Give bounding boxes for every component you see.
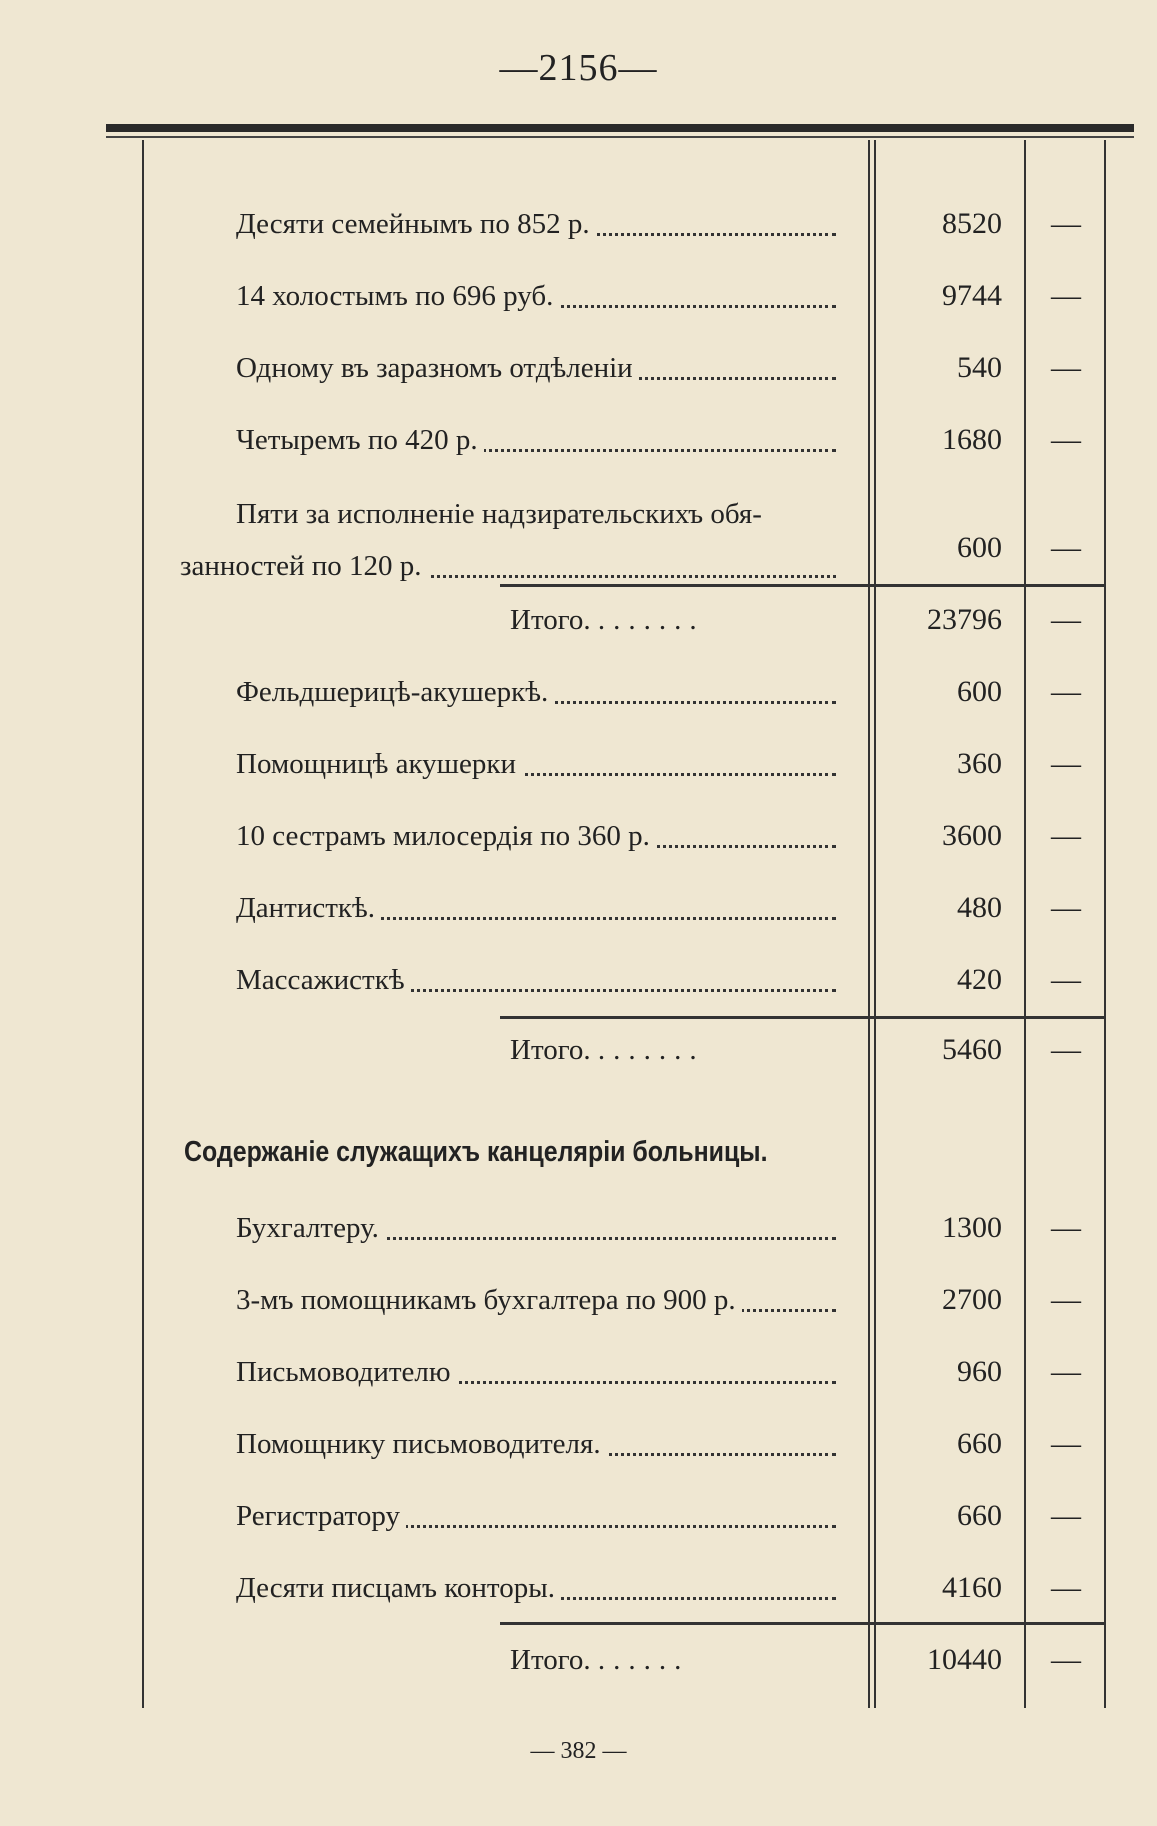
subtotal-rule bbox=[500, 1622, 1104, 1625]
total-label: Итого. ....... bbox=[510, 604, 705, 636]
row-amount: 360 bbox=[957, 747, 1002, 780]
table-row bbox=[0, 1352, 1157, 1412]
row-label: Одному въ заразномъ отдѣленіи bbox=[236, 348, 836, 388]
table-row bbox=[0, 1424, 1157, 1484]
row-amount: 1680 bbox=[942, 423, 1002, 456]
row-amount: 600 bbox=[957, 531, 1002, 564]
row-dash: — bbox=[1051, 963, 1081, 996]
total-amount: 23796 bbox=[927, 603, 1002, 636]
table-row bbox=[0, 1280, 1157, 1340]
row-label: 10 сестрамъ милосердія по 360 р. bbox=[236, 816, 836, 856]
row-dash: — bbox=[1051, 1283, 1081, 1316]
total-label: Итого. ...... bbox=[510, 1644, 690, 1676]
total-dash: — bbox=[1051, 1643, 1081, 1676]
total-amount: 5460 bbox=[942, 1033, 1002, 1066]
row-dash: — bbox=[1051, 675, 1081, 708]
table-row bbox=[0, 816, 1157, 876]
table-row bbox=[0, 420, 1157, 480]
row-label: Дантисткѣ. bbox=[236, 888, 836, 928]
table-row bbox=[0, 276, 1157, 336]
table-row bbox=[0, 960, 1157, 1020]
row-amount: 2700 bbox=[942, 1283, 1002, 1316]
row-amount: 540 bbox=[957, 351, 1002, 384]
row-amount: 1300 bbox=[942, 1211, 1002, 1244]
table-row bbox=[0, 888, 1157, 948]
row-amount: 420 bbox=[957, 963, 1002, 996]
multiline-row-line2: занностей по 120 р. bbox=[180, 550, 428, 582]
total-row bbox=[0, 1640, 1157, 1700]
row-amount: 3600 bbox=[942, 819, 1002, 852]
row-amount: 480 bbox=[957, 891, 1002, 924]
row-amount: 660 bbox=[957, 1427, 1002, 1460]
row-label: Бухгалтеру. bbox=[236, 1208, 836, 1248]
multiline-row-line1: Пяти за исполненіе надзирательскихъ обя- bbox=[236, 498, 762, 530]
row-dash: — bbox=[1051, 351, 1081, 384]
row-label: Четыремъ по 420 р. bbox=[236, 420, 836, 460]
row-dash: — bbox=[1051, 819, 1081, 852]
row-dash: — bbox=[1051, 1211, 1081, 1244]
row-label: Десяти писцамъ конторы. bbox=[236, 1568, 836, 1608]
row-dash: — bbox=[1051, 1499, 1081, 1532]
table-row bbox=[0, 348, 1157, 408]
row-amount: 4160 bbox=[942, 1571, 1002, 1604]
row-label: Помощнику письмоводителя. bbox=[236, 1424, 836, 1464]
subtotal-rule bbox=[500, 584, 1104, 587]
table-row bbox=[0, 1496, 1157, 1556]
row-label: Помощницѣ акушерки bbox=[236, 744, 836, 784]
row-dash: — bbox=[1051, 207, 1081, 240]
total-dash: — bbox=[1051, 603, 1081, 636]
row-label: Регистратору bbox=[236, 1496, 836, 1536]
row-label: Фельдшерицѣ-акушеркѣ. bbox=[236, 672, 836, 712]
row-dash: — bbox=[1051, 1355, 1081, 1388]
table-row bbox=[0, 204, 1157, 264]
table-row bbox=[0, 528, 1157, 588]
row-dash: — bbox=[1051, 423, 1081, 456]
row-label: 3-мъ помощникамъ бухгалтера по 900 р. bbox=[236, 1280, 836, 1320]
page-number: —2156— bbox=[499, 47, 658, 89]
row-dash: — bbox=[1051, 531, 1081, 564]
table-row bbox=[0, 1568, 1157, 1628]
row-amount: 8520 bbox=[942, 207, 1002, 240]
table-row bbox=[0, 744, 1157, 804]
table-row bbox=[0, 672, 1157, 732]
section-heading: Содержаніе служащихъ канцеляріи больницы. bbox=[184, 1136, 768, 1168]
row-label: 14 холостымъ по 696 руб. bbox=[236, 276, 836, 316]
footer-page-number: — 382 — bbox=[530, 1738, 627, 1764]
subtotal-rule bbox=[500, 1016, 1104, 1019]
total-amount: 10440 bbox=[927, 1643, 1002, 1676]
row-amount: 9744 bbox=[942, 279, 1002, 312]
total-row bbox=[0, 600, 1157, 660]
row-dash: — bbox=[1051, 279, 1081, 312]
table-row bbox=[0, 1208, 1157, 1268]
row-dash: — bbox=[1051, 1571, 1081, 1604]
total-label: Итого. ....... bbox=[510, 1034, 705, 1066]
row-amount: 660 bbox=[957, 1499, 1002, 1532]
row-dash: — bbox=[1051, 747, 1081, 780]
top-rule-thin bbox=[106, 136, 1134, 138]
total-dash: — bbox=[1051, 1033, 1081, 1066]
total-row bbox=[0, 1030, 1157, 1090]
row-amount: 600 bbox=[957, 675, 1002, 708]
row-amount: 960 bbox=[957, 1355, 1002, 1388]
row-label: Десяти семейнымъ по 852 р. bbox=[236, 204, 836, 244]
row-label: Массажисткѣ bbox=[236, 960, 836, 1000]
row-label: Письмоводителю bbox=[236, 1352, 836, 1392]
row-dash: — bbox=[1051, 891, 1081, 924]
top-rule bbox=[106, 124, 1134, 132]
row-dash: — bbox=[1051, 1427, 1081, 1460]
